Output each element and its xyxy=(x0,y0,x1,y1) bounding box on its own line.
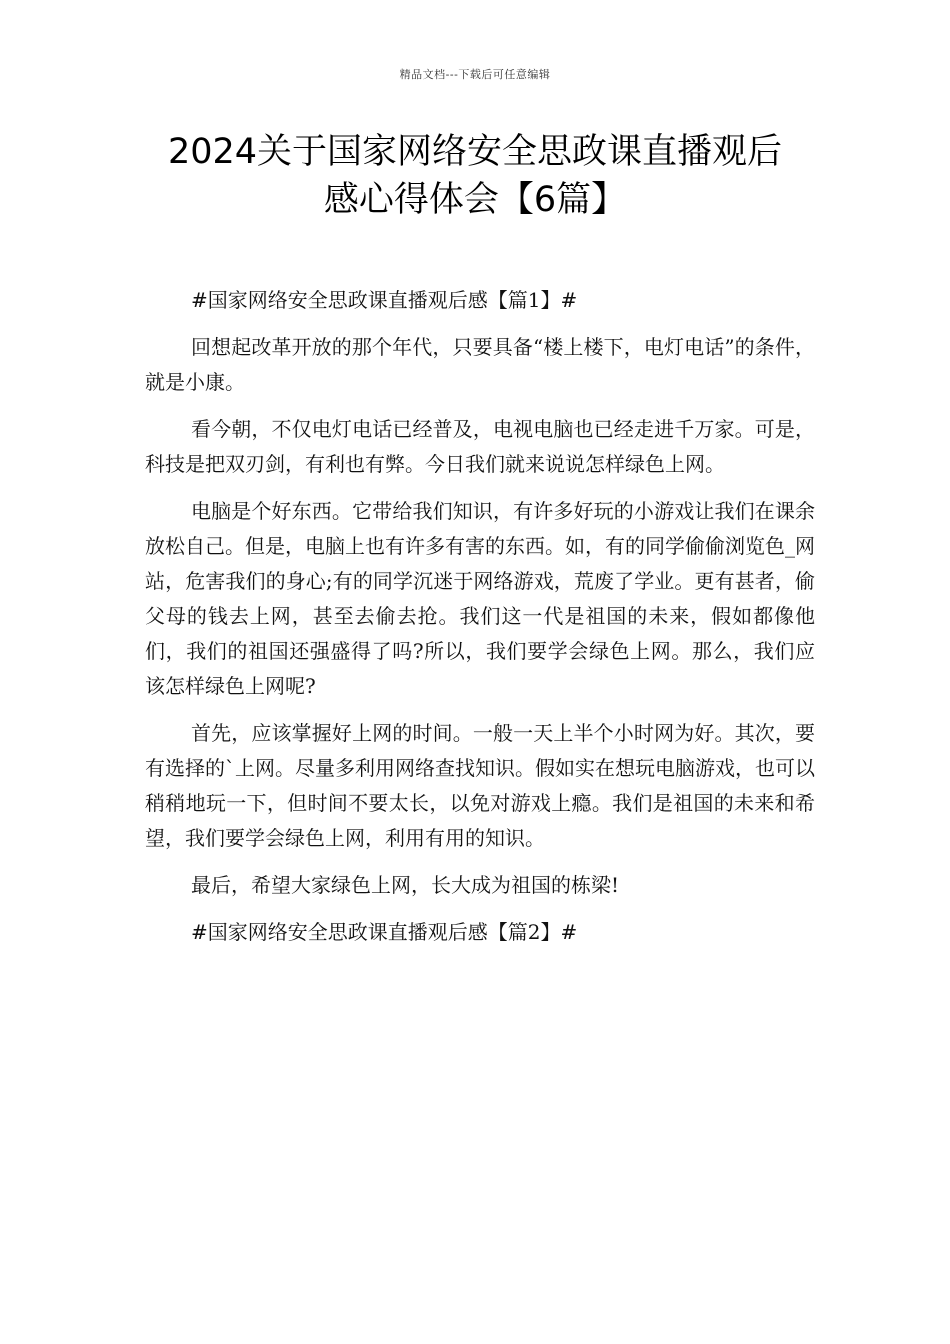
paragraph: 首先，应该掌握好上网的时间。一般一天上半个小时网为好。其次，要有选择的`上网。尽量多利用网络查找知识。假如实在想玩电脑游戏，也可以稍稍地玩一下，但时间不要太长，以免对游戏上瘾。我们是祖国的未来和希望，我们要学会绿色上网，利用有用的知识。 xyxy=(145,721,815,850)
paragraph: 看今朝，不仅电灯电话已经普及，电视电脑也已经走进千万家。可是，科技是把双刃剑，有利也有弊。今日我们就来说说怎样绿色上网。 xyxy=(145,417,815,476)
paragraph: 电脑是个好东西。它带给我们知识，有许多好玩的小游戏让我们在课余放松自己。但是，电脑上也有许多有害的东西。如，有的同学偷偷浏览色_网站，危害我们的身心;有的同学沉迷于网络游戏，荒废了学业。更有甚者，偷父母的钱去上网，甚至去偷去抢。我们这一代是祖国的未来，假如都像他们，我们的祖国还强盛得了吗?所以，我们要学会绿色上网。那么，我们应该怎样绿色上网呢? xyxy=(145,499,815,698)
section-heading-2: #国家网络安全思政课直播观后感【篇2】# xyxy=(191,920,578,944)
header-note: 精品文档---下载后可任意编辑 xyxy=(399,68,551,81)
title-line-1: 2024关于国家网络安全思政课直播观后 xyxy=(167,132,783,172)
paragraph: 回想起改革开放的那个年代，只要具备“楼上楼下，电灯电话”的条件，就是小康。 xyxy=(145,335,815,394)
paragraph: 最后，希望大家绿色上网，长大成为祖国的栋梁! xyxy=(191,873,620,897)
title-line-2: 感心得体会【6篇】 xyxy=(323,180,627,220)
document-title xyxy=(100,128,850,224)
document-body xyxy=(145,283,815,962)
section-heading-1: #国家网络安全思政课直播观后感【篇1】# xyxy=(191,288,578,312)
